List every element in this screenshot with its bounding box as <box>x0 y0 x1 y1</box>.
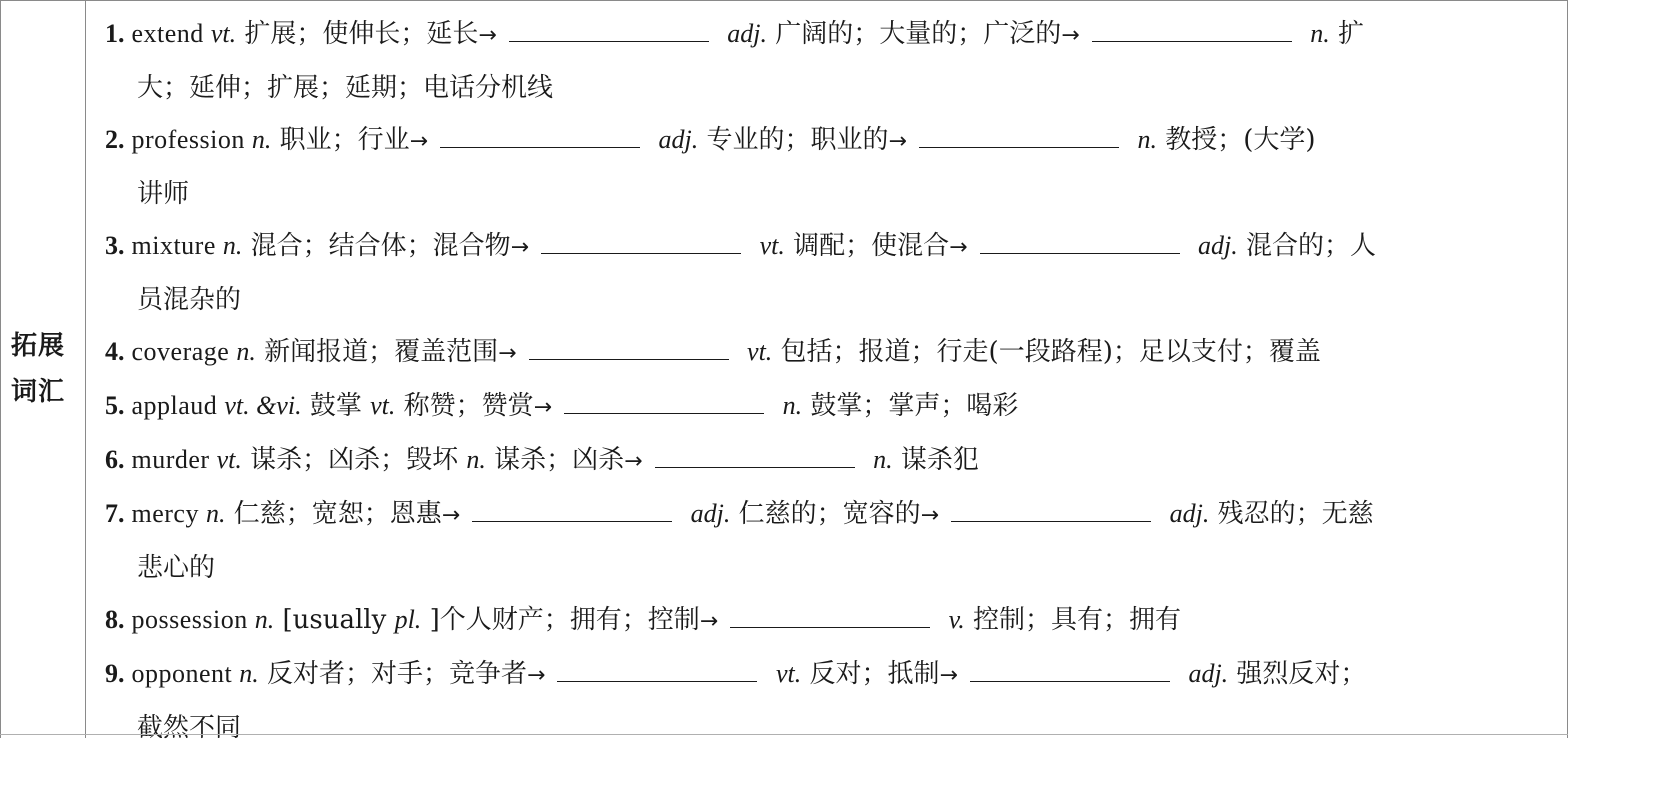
definition-text: 反对者；对手；竞争者 <box>258 659 528 689</box>
headword: murder <box>124 445 217 474</box>
part-of-speech: n. <box>236 337 256 366</box>
vocab-entry <box>105 594 1555 648</box>
definition-text: 新闻报道；覆盖范围 <box>255 337 499 367</box>
answer-blank[interactable] <box>440 117 640 148</box>
part-of-speech: adj. <box>684 499 731 528</box>
entry-number: 4. <box>105 337 125 366</box>
answer-blank[interactable] <box>951 491 1151 522</box>
part-of-speech: n. <box>239 659 259 688</box>
entry-number: 6. <box>105 445 125 474</box>
arrow-icon: → <box>939 663 958 688</box>
part-of-speech: adj. <box>1191 231 1238 260</box>
answer-blank[interactable] <box>509 11 709 42</box>
headword: profession <box>124 125 252 154</box>
entry-number: 8. <box>105 605 125 634</box>
definition-text: 仁慈；宽恕；恩惠 <box>225 499 442 529</box>
definition-text: 仁慈的；宽容的 <box>730 499 921 529</box>
part-of-speech: n. <box>1303 19 1330 48</box>
definition-text: 混合的；人 <box>1237 231 1377 261</box>
answer-blank[interactable] <box>980 223 1180 254</box>
answer-blank[interactable] <box>919 117 1119 148</box>
part-of-speech: adj. <box>652 125 699 154</box>
entry-number: 5. <box>105 391 125 420</box>
definition-text: 调配；使混合 <box>784 231 950 261</box>
vocab-entry <box>105 326 1555 380</box>
definition-text: 扩 <box>1329 19 1364 49</box>
definition-text: 反对；抵制 <box>801 659 940 689</box>
definition-text: 专业的；职业的 <box>698 125 889 155</box>
entry-continuation: 大；延伸；扩展；延期；电话分机线 <box>137 73 554 103</box>
arrow-icon: → <box>498 341 517 366</box>
definition-text: 谋杀犯 <box>892 445 979 475</box>
vocab-entry <box>105 8 1555 114</box>
headword: mixture <box>124 231 223 260</box>
definition-text: ]个人财产；拥有；控制 <box>421 605 700 635</box>
part-of-speech: n. <box>866 445 893 474</box>
arrow-icon: → <box>510 235 530 260</box>
entry-line <box>105 488 1555 542</box>
answer-blank[interactable] <box>564 383 764 414</box>
vocab-entry <box>105 380 1555 434</box>
part-of-speech: n. <box>251 125 272 154</box>
arrow-icon: → <box>441 503 461 528</box>
section-label-column <box>1 1 86 738</box>
vocab-entry <box>105 648 1555 754</box>
headword: extend <box>124 19 211 48</box>
part-of-speech: vt. <box>216 445 242 474</box>
arrow-icon: → <box>624 449 643 474</box>
arrow-icon: → <box>949 235 968 260</box>
arrow-icon: → <box>533 395 553 420</box>
part-of-speech: n. <box>222 231 243 260</box>
part-of-speech: vt. <box>210 19 237 48</box>
part-of-speech: vt. &vi. <box>224 391 302 420</box>
part-of-speech: n. <box>466 445 486 474</box>
entry-line <box>105 220 1555 274</box>
entry-number: 3. <box>105 231 125 260</box>
entry-continuation: 讲师 <box>137 179 190 209</box>
arrow-icon: → <box>1061 23 1080 48</box>
answer-blank[interactable] <box>541 223 741 254</box>
entry-line <box>105 8 1555 62</box>
headword: opponent <box>124 659 240 688</box>
definition-text: 扩展；使伸长；延长 <box>236 19 479 49</box>
answer-blank[interactable] <box>970 651 1170 682</box>
part-of-speech: vt. <box>740 337 773 366</box>
entry-line <box>105 326 1555 380</box>
entry-number: 1. <box>105 19 125 48</box>
entry-line <box>105 380 1555 434</box>
definition-text: 混合；结合体；混合物 <box>242 231 511 261</box>
arrow-icon: → <box>888 129 907 154</box>
part-of-speech: adj. <box>720 19 768 48</box>
entry-line <box>105 648 1555 702</box>
part-of-speech: n. <box>776 391 803 420</box>
arrow-icon: → <box>699 609 719 634</box>
definition-text: 控制；具有；拥有 <box>964 605 1182 635</box>
answer-blank[interactable] <box>472 491 672 522</box>
definition-text: 强烈反对； <box>1228 659 1367 689</box>
entry-line <box>105 114 1555 168</box>
entry-list <box>105 8 1555 754</box>
answer-blank[interactable] <box>557 651 757 682</box>
headword: possession <box>124 605 255 634</box>
definition-text: [usually <box>274 605 395 635</box>
entry-number: 7. <box>105 499 125 528</box>
answer-blank[interactable] <box>529 329 729 360</box>
definition-text: 职业；行业 <box>271 125 410 155</box>
definition-text: 称赞；赞赏 <box>395 391 534 421</box>
arrow-icon: → <box>527 663 546 688</box>
entry-continuation: 悲心的 <box>137 553 216 583</box>
arrow-icon: → <box>409 129 429 154</box>
definition-text: 包括；报道；行走(一段路程)；足以支付；覆盖 <box>772 337 1321 367</box>
part-of-speech: n. <box>1130 125 1157 154</box>
definition-text: 鼓掌；掌声；喝彩 <box>802 391 1019 421</box>
answer-blank[interactable] <box>1092 11 1292 42</box>
definition-text: 鼓掌 <box>301 391 371 421</box>
part-of-speech: n. <box>205 499 226 528</box>
part-of-speech: pl. <box>394 605 422 634</box>
answer-blank[interactable] <box>655 437 855 468</box>
arrow-icon: → <box>920 503 940 528</box>
part-of-speech: vt. <box>769 659 802 688</box>
vocab-entry <box>105 488 1555 594</box>
part-of-speech: v. <box>942 605 965 634</box>
part-of-speech: vt. <box>753 231 785 260</box>
vocab-entry <box>105 114 1555 220</box>
headword: mercy <box>124 499 206 528</box>
definition-text: 残忍的；无慈 <box>1209 499 1374 529</box>
part-of-speech: adj. <box>1163 499 1210 528</box>
part-of-speech: n. <box>254 605 275 634</box>
vocab-entry <box>105 220 1555 326</box>
definition-text: 谋杀；凶杀 <box>485 445 625 475</box>
entry-continuation: 员混杂的 <box>137 285 242 315</box>
definition-text: 谋杀；凶杀；毁坏 <box>241 445 467 475</box>
entry-number: 2. <box>105 125 125 154</box>
vocab-entry <box>105 434 1555 488</box>
bottom-divider <box>0 734 1568 735</box>
headword: coverage <box>124 337 237 366</box>
entry-number: 9. <box>105 659 125 688</box>
headword: applaud <box>124 391 225 420</box>
entry-line <box>105 594 1555 648</box>
entry-continuation: 截然不同 <box>137 713 242 743</box>
part-of-speech: vt. <box>370 391 396 420</box>
section-label: 拓展词汇 <box>11 331 66 407</box>
part-of-speech: adj. <box>1181 659 1229 688</box>
entry-line <box>105 434 1555 488</box>
arrow-icon: → <box>478 23 497 48</box>
answer-blank[interactable] <box>730 597 930 628</box>
definition-text: 教授；(大学) <box>1156 125 1316 155</box>
definition-text: 广阔的；大量的；广泛的 <box>767 19 1062 49</box>
